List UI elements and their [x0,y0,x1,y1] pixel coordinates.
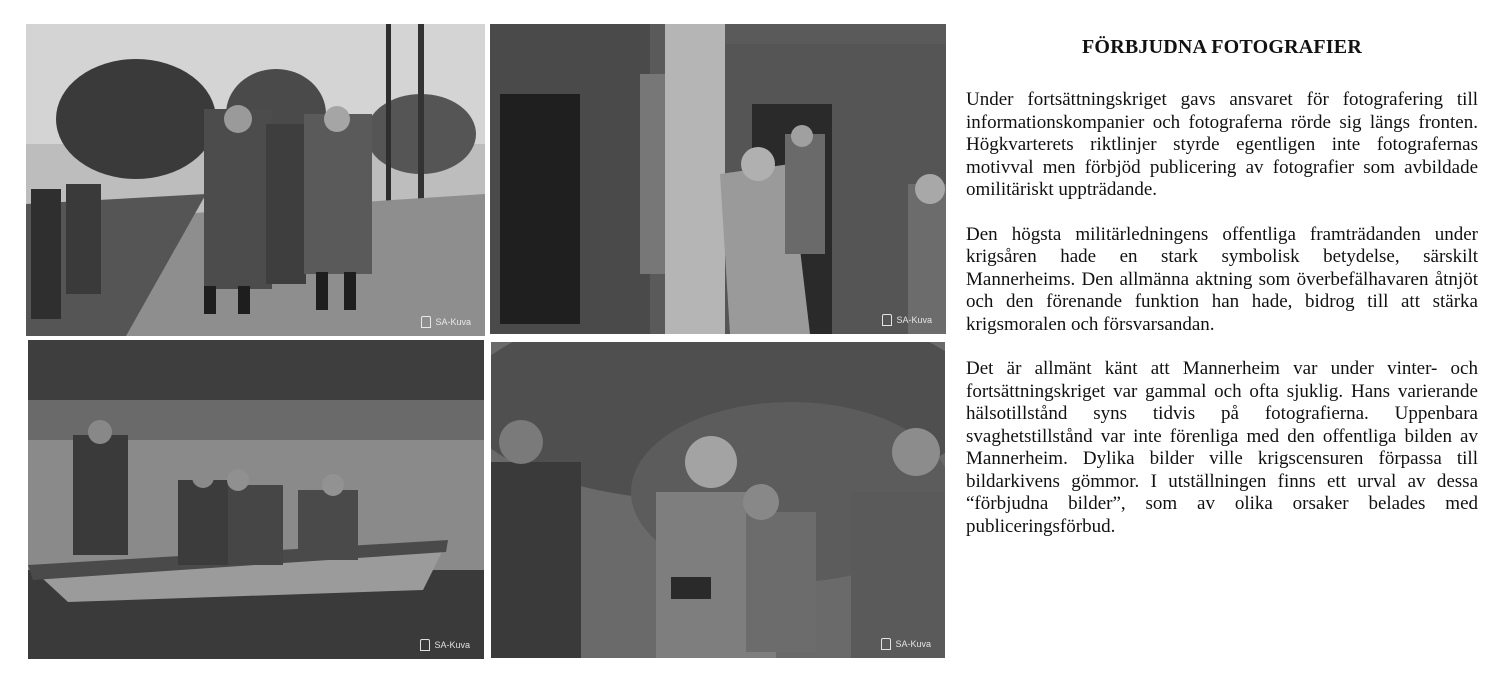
photo-officers-on-road [26,24,485,336]
sa-kuva-logo-icon [882,314,892,326]
sa-kuva-watermark: SA-Kuva [421,316,471,328]
photo-mannerheim-with-officers-image [491,342,945,658]
paragraph-1: Under fortsättningskriget gavs ansvaret för fotografering till informationskompanier och fotograferna rörde sig längs fronten. Högkvarterets riktlinjer styrde egentligen inte fotografernas motivval men förbjöd publicering av fotografier som avbildade omilitäriskt uppträdande. [966,89,1478,200]
paragraph-3: Det är allmänt känt att Mannerheim var under vinter- och fortsättningskriget var gammal och ofta sjuklig. Hans varierande hälsotillstånd syns tidvis på fotografierna. Uppenbara svaghetstillstånd var inte förenliga med den offentliga bilden av Mannerheim. Dylika bilder ville krigscensuren förpassa till bildarkivens gömmor. I utställningen finns ett urval av dessa “förbjudna bilder”, som av olika orsaker belades med publiceringsförbud. [966,358,1478,537]
sa-kuva-watermark: SA-Kuva [420,639,470,651]
photo-officers-on-road-image [26,24,485,336]
text-column [966,36,1478,560]
sa-kuva-watermark: SA-Kuva [882,314,932,326]
photo-soldiers-in-boat [28,340,484,659]
photo-officer-at-train-image [490,24,946,334]
sa-kuva-watermark: SA-Kuva [881,638,931,650]
page-title: FÖRBJUDNA FOTOGRAFIER [1082,36,1362,58]
photo-soldiers-in-boat-image [28,340,484,659]
photo-officer-at-train [490,24,946,334]
photo-mannerheim-with-officers [491,342,945,658]
sa-kuva-logo-icon [420,639,430,651]
sa-kuva-logo-icon [881,638,891,650]
sa-kuva-logo-icon [421,316,431,328]
paragraph-2: Den högsta militärledningens offentliga framträdanden under krigsåren hade en stark symbolisk betydelse, särskilt Mannerheims. Den allmänna aktning som överbefälhavaren åtnjöt och den förenande funktion han hade, bidrog till att stärka krigsmoralen och försvarsandan. [966,223,1478,335]
